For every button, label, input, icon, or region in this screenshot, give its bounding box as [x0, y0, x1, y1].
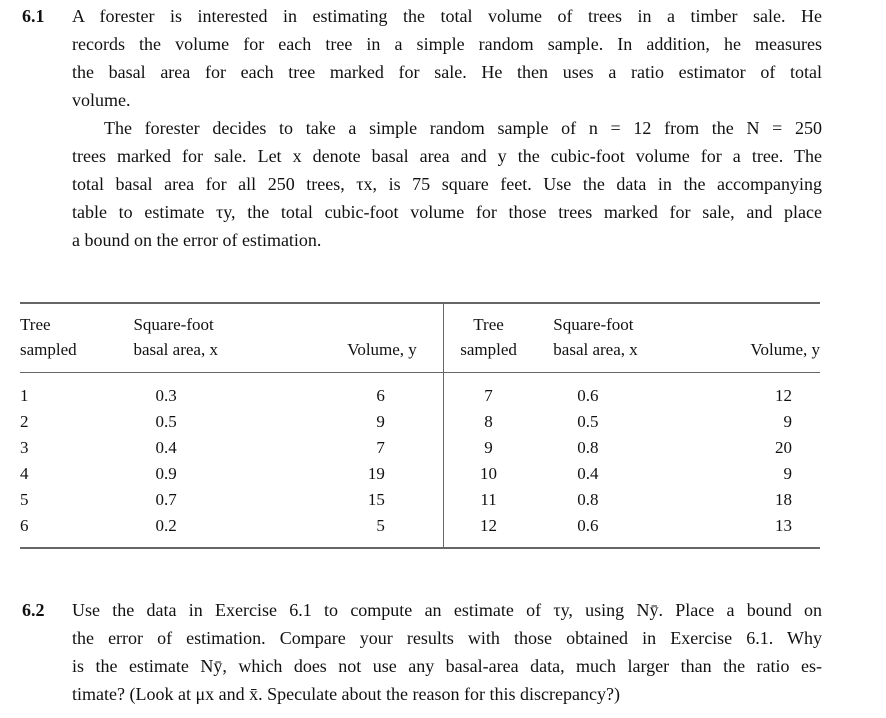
text-line: records the volume for each tree in a simple random sample. In addition, he measures [72, 34, 822, 54]
header-line: sampled [460, 340, 517, 359]
cell-tree: 5 [20, 490, 29, 509]
header-volume [687, 303, 820, 373]
table-row [20, 409, 820, 435]
text-line: The forester decides to take a simple random sample of n = 12 from the N = 250 [104, 118, 822, 138]
cell-basal: 0.3 [155, 386, 177, 405]
cell-tree: 4 [20, 464, 29, 483]
cell-basal: 0.5 [155, 412, 177, 431]
header-line: Square-foot [553, 315, 634, 334]
cell-volume: 7 [376, 438, 385, 457]
text-line: a bound on the error of estimation. [72, 230, 322, 250]
cell-tree: 6 [20, 516, 29, 535]
cell-volume: 20 [775, 438, 792, 457]
text-line: the error of estimation. Compare your results with those obtained in Exercise 6.1. Why [72, 628, 822, 648]
cell-volume: 15 [367, 490, 385, 509]
header-basal-area [109, 303, 261, 373]
text-line: volume. [72, 90, 131, 110]
exercise-paragraph [72, 596, 822, 708]
header-line: basal area, x [133, 340, 218, 359]
exercise-intro-paragraph [72, 2, 822, 114]
text-line: is the estimate Nȳ, which does not use any basal-area data, much larger than the ratio es- [72, 656, 822, 676]
header-line: Volume, y [347, 340, 417, 359]
cell-volume: 9 [783, 412, 792, 431]
cell-tree: 3 [20, 438, 29, 457]
cell-tree: 7 [443, 373, 533, 410]
cell-tree: 10 [443, 461, 533, 487]
cell-basal: 0.4 [155, 438, 177, 457]
header-line: basal area, x [553, 340, 638, 359]
header-line: sampled [20, 340, 77, 359]
cell-tree: 8 [443, 409, 533, 435]
exercise-6-1 [22, 2, 822, 254]
table-row [20, 513, 820, 548]
cell-tree: 2 [20, 412, 29, 431]
cell-basal: 0.8 [577, 490, 599, 509]
exercise-task-paragraph [72, 114, 822, 254]
header-line: Tree [473, 315, 504, 334]
cell-volume: 9 [783, 464, 792, 483]
table-row [20, 373, 820, 410]
header-basal-area [533, 303, 686, 373]
cell-volume: 18 [775, 490, 792, 509]
cell-basal: 0.4 [577, 464, 599, 483]
text-line: table to estimate τy, the total cubic-foot volume for those trees marked for sale, and place [72, 202, 822, 222]
text-line: trees marked for sale. Let x denote basal area and y the cubic-foot volume for a tree. The [72, 146, 822, 166]
cell-volume: 9 [376, 412, 385, 431]
cell-tree: 11 [443, 487, 533, 513]
cell-basal: 0.6 [577, 516, 599, 535]
cell-basal: 0.9 [155, 464, 177, 483]
table-row [20, 435, 820, 461]
text-line: A forester is interested in estimating the total volume of trees in a timber sale. He [72, 6, 822, 26]
header-volume [261, 303, 443, 373]
cell-volume: 6 [376, 386, 385, 405]
text-line: total basal area for all 250 trees, τx, is 75 square feet. Use the data in the accompanying [72, 174, 822, 194]
header-tree-sampled [443, 303, 533, 373]
table-row [20, 461, 820, 487]
header-tree-sampled [20, 303, 109, 373]
cell-volume: 12 [775, 386, 792, 405]
exercise-6-2 [22, 596, 822, 708]
cell-basal: 0.7 [155, 490, 177, 509]
header-line: Square-foot [133, 315, 214, 334]
text-line: Use the data in Exercise 6.1 to compute an estimate of τy, using Nȳ. Place a bound on [72, 600, 822, 620]
cell-basal: 0.2 [155, 516, 177, 535]
data-table-container [20, 302, 820, 549]
cell-tree: 9 [443, 435, 533, 461]
table-row [20, 487, 820, 513]
cell-basal: 0.8 [577, 438, 599, 457]
cell-tree: 12 [443, 513, 533, 548]
cell-volume: 5 [376, 516, 385, 535]
tree-sample-table [20, 302, 820, 549]
table-header-row [20, 303, 820, 373]
exercise-number: 6.1 [22, 6, 45, 26]
text-line: timate? (Look at μx and x̄. Speculate about the reason for this discrepancy?) [72, 684, 620, 704]
cell-volume: 19 [367, 464, 385, 483]
cell-basal: 0.6 [577, 386, 599, 405]
cell-tree: 1 [20, 386, 29, 405]
text-line: the basal area for each tree marked for sale. He then uses a ratio estimator of total [72, 62, 822, 82]
cell-volume: 13 [775, 516, 792, 535]
exercise-number: 6.2 [22, 600, 45, 620]
header-line: Tree [20, 315, 51, 334]
header-line: Volume, y [750, 340, 820, 359]
cell-basal: 0.5 [577, 412, 599, 431]
